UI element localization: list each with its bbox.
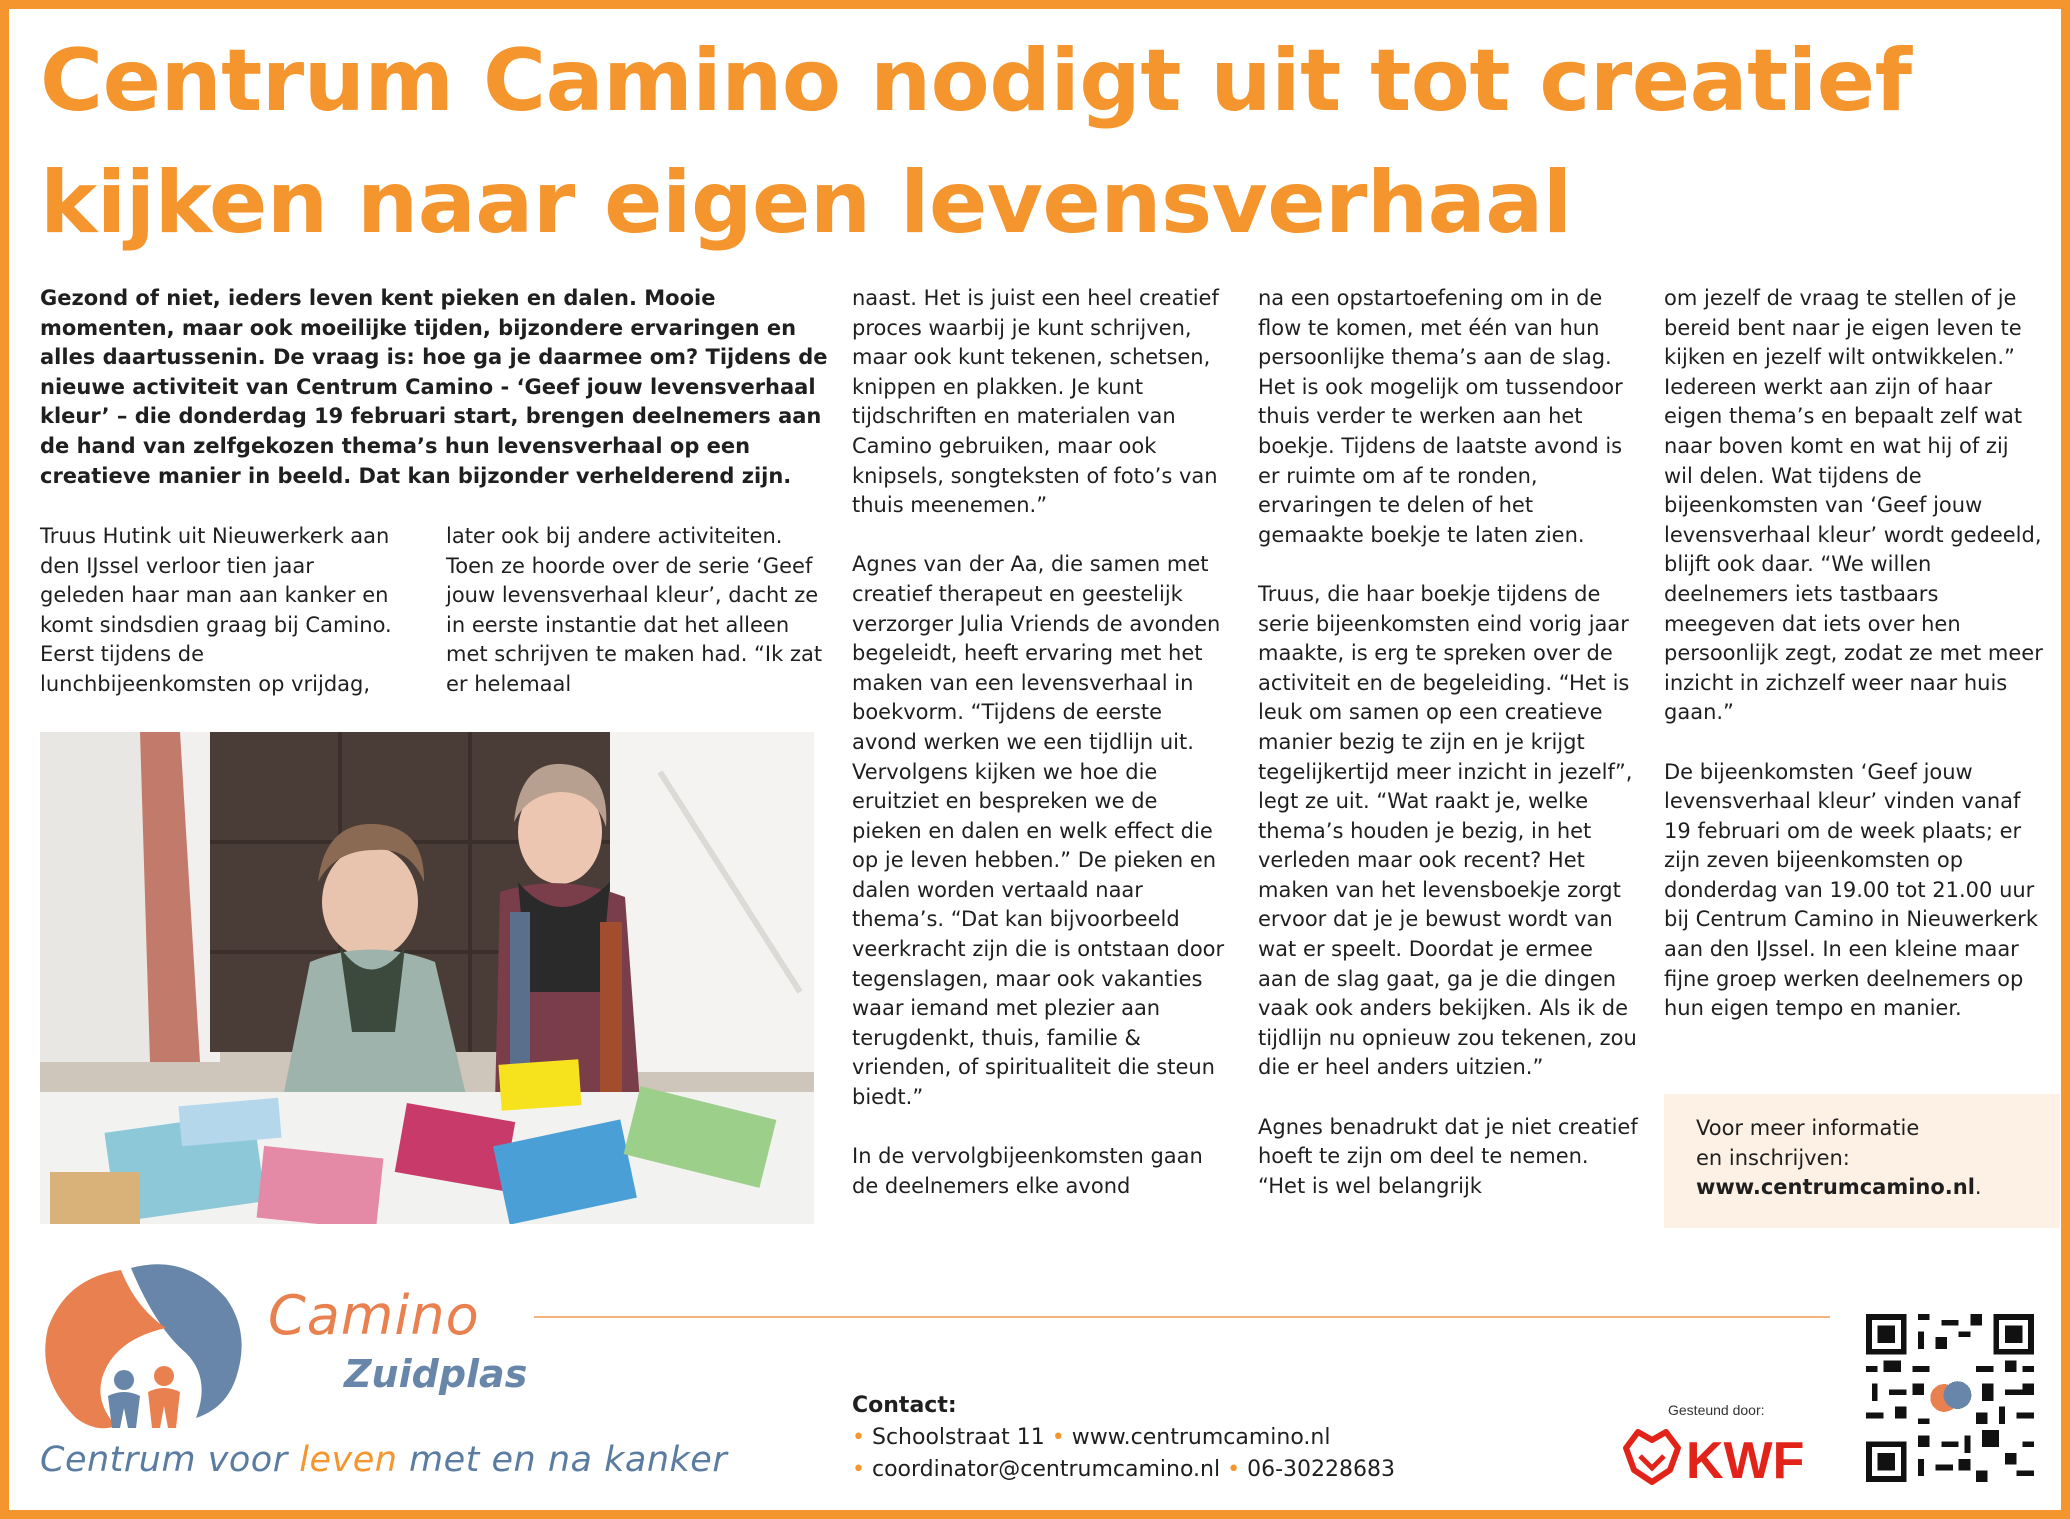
- tagline: [40, 1440, 727, 1480]
- paragraph: na een opstartoefening om in de flow te komen, met één van hun persoonlijke thema’s aan de slag. Het is ook mogelijk om tussendoor thuis verder te werken aan het boekje. Tijdens de laatste avond is er ruimte om af te ronden, ervaringen te delen of het gemaakte boekje te laten zien.: [1258, 286, 1623, 547]
- bullet-dot: •: [1051, 1425, 1065, 1450]
- article-photo: [40, 732, 814, 1224]
- column-2: [852, 284, 1232, 1201]
- column-1b: later ook bij andere activiteiten. Toen ze hoorde over de serie ‘Geef jouw levensverhaal kleur’, dacht ze in eerste instantie dat het alleen met schrijven te maken had. “Ik zat er helemaal: [446, 524, 823, 696]
- contact-address: Schoolstraat 11: [871, 1425, 1045, 1450]
- contact-line-1: [852, 1422, 1395, 1454]
- bullet-dot: •: [852, 1457, 865, 1482]
- kwf-logo-icon: [1620, 1426, 1830, 1486]
- tagline-part: Centrum voor: [40, 1440, 300, 1480]
- paragraph: In de vervolgbijeenkomsten gaan de deelnemers elke avond: [852, 1144, 1203, 1198]
- camino-logo-icon: [36, 1258, 246, 1438]
- paragraph: Truus, die haar boekje tijdens de serie bijeenkomsten eind vorig jaar maakte, is erg te spreken over de activiteit en de begeleiding. “Het is leuk om samen op een creatieve manier bezig te zijn en je krijgt tegelijkertijd meer inzicht in jezelf”, legt ze uit. “Wat raakt je, welke thema’s houden je bezig, in het verleden maar ook recent? Het maken van het levensboekje zorgt ervoor dat je je bewust wordt van wat er speelt. Doordat je ermee aan de slag gaat, ga je die dingen vaak ook anders bekijken. Als ik de tijdlijn nu opnieuw zou tekenen, zou die er heel anders uitzien.”: [1258, 581, 1637, 1080]
- headline: Centrum Camino nodigt uit tot creatief kijken naar eigen levensverhaal: [40, 31, 1912, 253]
- bullet-dot: •: [1227, 1457, 1241, 1482]
- logo-region: Zuidplas: [344, 1352, 528, 1396]
- tagline-accent: leven: [299, 1440, 398, 1480]
- paragraph: Agnes van der Aa, die samen met creatief therapeut en geestelijk verzorger Julia Vriends de avonden begeleidt, heeft ervaring met het maken van een levensverhaal in boekvorm. “Tijdens de eerste avond werken we een tijdlijn uit. Vervolgens kijken we hoe die eruitziet en bespreken we de pieken en dalen en welk effect die op je leven hebben.” De pieken en dalen worden vertaald naar thema’s. “Dat kan bijvoorbeeld veerkracht zijn die is ontstaan door tegenslagen, maar ook vakanties waar iemand met plezier aan terugdenkt, thuis, familie & vrienden, of spiritualiteit die steun biedt.”: [852, 552, 1225, 1110]
- paragraph: naast. Het is juist een heel creatief proces waarbij je kunt schrijven, maar ook kunt tekenen, schetsen, knippen en plakken. Je kunt tijdschriften en materialen van Camino gebruiken, maar ook knipsels, songteksten of foto’s van thuis meenemen.”: [852, 286, 1219, 518]
- contact-block: [852, 1390, 1395, 1486]
- info-url-line: [1696, 1173, 2028, 1203]
- contact-phone: 06-30228683: [1247, 1457, 1396, 1482]
- column-1a: Truus Hutink uit Nieuwerkerk aan den IJssel verloor tien jaar geleden haar man aan kanker en komt sindsdien graag bij Camino. Eerst tijdens de lunchbijeenkomsten op vrijdag,: [40, 524, 392, 696]
- contact-line-2: [852, 1454, 1395, 1486]
- contact-website-link[interactable]: www.centrumcamino.nl: [1071, 1425, 1331, 1450]
- tagline-part: met en na kanker: [397, 1440, 728, 1480]
- info-line-1: Voor meer informatie: [1696, 1116, 1920, 1140]
- column-3: [1258, 284, 1638, 1201]
- footer-divider: [534, 1316, 1830, 1318]
- info-url-link[interactable]: www.centrumcamino.nl: [1696, 1175, 1975, 1200]
- paragraph: Agnes benadrukt dat je niet creatief hoeft te zijn om deel te nemen. “Het is wel belangrijk: [1258, 1114, 1638, 1198]
- info-period: .: [1974, 1175, 1982, 1200]
- bullet-dot: •: [852, 1425, 865, 1450]
- column-4: [1664, 284, 2044, 1024]
- qr-code-icon[interactable]: [1866, 1314, 2034, 1482]
- supported-by-label: Gesteund door:: [1668, 1402, 1765, 1418]
- photo-two-women: [40, 732, 814, 1224]
- logo-name: Camino: [268, 1284, 480, 1347]
- contact-email-link[interactable]: coordinator@centrumcamino.nl: [871, 1457, 1221, 1482]
- paragraph: om jezelf de vraag te stellen of je bereid bent naar je eigen leven te kijken en jezelf wilt ontwikkelen.” Iedereen werkt aan zijn of haar eigen thema’s en bepaalt zelf wat naar boven komt en wat hij of zij wil delen. Wat tijdens de bijeenkomsten van ‘Geef jouw levensverhaal kleur’ wordt gedeeld, blijft ook daar. “We willen deelnemers iets tastbaars meegeven dat iets over hen persoonlijk zegt, zodat ze met meer inzicht in zichzelf weer naar huis gaan.”: [1664, 286, 2043, 725]
- more-info-box: [1664, 1094, 2060, 1228]
- paragraph: De bijeenkomsten ‘Geef jouw levensverhaal kleur’ vinden vanaf 19 februari om de week plaats; er zijn zeven bijeenkomsten op donderdag van 19.00 tot 21.00 uur bij Centrum Camino in Nieuwerkerk aan den IJssel. In een kleine maar fijne groep werken deelnemers op hun eigen tempo en manier.: [1664, 759, 2038, 1021]
- sponsor-name: KWF: [1686, 1432, 1805, 1486]
- intro-paragraph: Gezond of niet, ieders leven kent pieken en dalen. Mooie momenten, maar ook moeilijke tijden, bijzondere ervaringen en alles daartussenin. De vraag is: hoe ga je daarmee om? Tijdens de nieuwe activiteit van Centrum Camino - ‘Geef jouw levensverhaal kleur’ – die donderdag 19 februari start, brengen deelnemers aan de hand van zelfgekozen thema’s hun levensverhaal op een creatieve manier in beeld. Dat kan bijzonder verhelderend zijn.: [40, 286, 828, 488]
- contact-title: Contact:: [852, 1393, 957, 1418]
- info-line-2: en inschrijven:: [1696, 1145, 1850, 1170]
